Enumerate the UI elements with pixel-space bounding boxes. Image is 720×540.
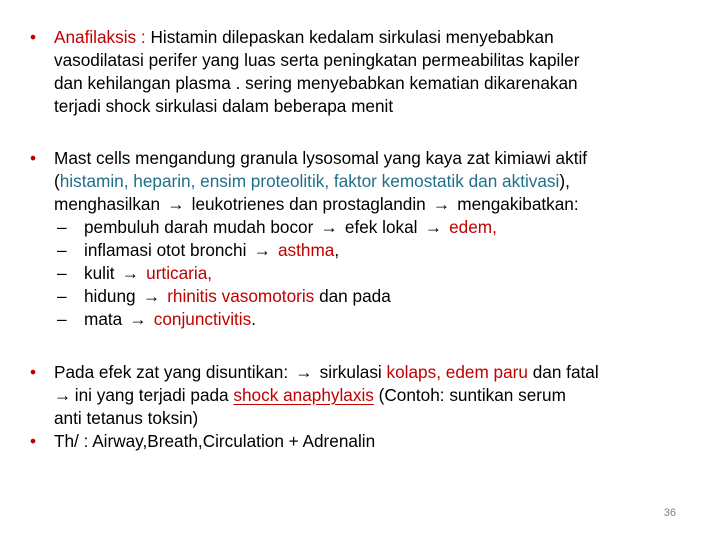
text-span: mengakibatkan:: [457, 194, 579, 214]
arrow-icon: →: [54, 385, 72, 405]
text-span: menghasilkan: [54, 194, 161, 214]
text-line: anti tetanus toksin): [54, 408, 199, 428]
text-span: ,: [334, 240, 340, 260]
bullet-mast-cells: [30, 147, 700, 331]
text-line: Mast cells mengandung granula lysosomal yang kaya zat kimiawi aktif: [54, 148, 588, 168]
arrow-icon: →: [295, 362, 313, 382]
text-span: (Contoh: suntikan serum: [378, 385, 566, 405]
red-term: rhinitis vasomotoris: [167, 286, 315, 306]
arrow-icon: →: [121, 263, 139, 283]
sub-item: [30, 308, 700, 331]
text-span: mata: [84, 309, 123, 329]
sub-item: [30, 285, 700, 308]
red-term: kolaps, edem paru: [386, 362, 528, 382]
bullet-anafilaksis: [30, 26, 700, 118]
arrow-icon: →: [424, 217, 442, 237]
term-shock-anaphylaxis: shock anaphylaxis: [233, 385, 374, 405]
arrow-icon: →: [253, 240, 271, 260]
dash-icon: –: [57, 286, 67, 306]
arrow-icon: →: [432, 194, 451, 214]
arrow-icon: →: [142, 286, 160, 306]
bullet-dot-icon: •: [30, 148, 37, 168]
text-line: dan kehilangan plasma . sering menyebabkan kematian dikarenakan: [54, 73, 578, 93]
bullet-injection: [30, 361, 700, 453]
text-span: .: [251, 309, 256, 329]
red-term: urticaria,: [146, 263, 213, 283]
text-line: terjadi shock sirkulasi dalam beberapa menit: [54, 96, 394, 116]
text-span: sirkulasi: [319, 362, 382, 382]
paren-open: (: [54, 171, 60, 191]
text-span: pembuluh darah mudah bocor: [84, 217, 314, 237]
text-span: dan pada: [319, 286, 391, 306]
bullet-dot-icon: •: [30, 27, 37, 47]
text-span: efek lokal: [344, 217, 418, 237]
red-term: edem,: [449, 217, 497, 237]
bullet-dot-icon: •: [30, 431, 37, 451]
arrow-icon: →: [167, 194, 185, 214]
page-number: 36: [663, 507, 676, 519]
text-span: dan fatal: [532, 362, 599, 382]
text-span: hidung: [84, 286, 136, 306]
text-line: Th/ : Airway,Breath,Circulation + Adrenalin: [54, 431, 376, 451]
sub-item: [30, 216, 700, 239]
text-line: vasodilatasi perifer yang luas serta peningkatan permeabilitas kapiler: [54, 50, 580, 70]
text-span: inflamasi otot bronchi: [84, 240, 247, 260]
term-anafilaksis: Anafilaksis :: [54, 27, 146, 47]
sub-item: [30, 262, 700, 285]
text-line: Histamin dilepaskan kedalam sirkulasi menyebabkan: [150, 27, 554, 47]
dash-icon: –: [57, 309, 67, 329]
mediator-list: histamin, heparin, ensim proteolitik, faktor kemostatik dan aktivasi: [59, 171, 560, 191]
text-span: ini yang terjadi pada: [74, 385, 229, 405]
arrow-icon: →: [320, 217, 338, 237]
dash-icon: –: [57, 217, 67, 237]
red-term: asthma: [277, 240, 335, 260]
text-span: kulit: [84, 263, 115, 283]
bullet-dot-icon: •: [30, 362, 37, 382]
paren-close: ),: [559, 171, 570, 191]
sub-item: [30, 239, 700, 262]
arrow-icon: →: [129, 309, 147, 329]
text-span: Pada efek zat yang disuntikan:: [54, 362, 289, 382]
dash-icon: –: [57, 240, 67, 260]
dash-icon: –: [57, 263, 67, 283]
red-term: conjunctivitis: [153, 309, 252, 329]
text-span: leukotrienes dan prostaglandin: [191, 194, 426, 214]
